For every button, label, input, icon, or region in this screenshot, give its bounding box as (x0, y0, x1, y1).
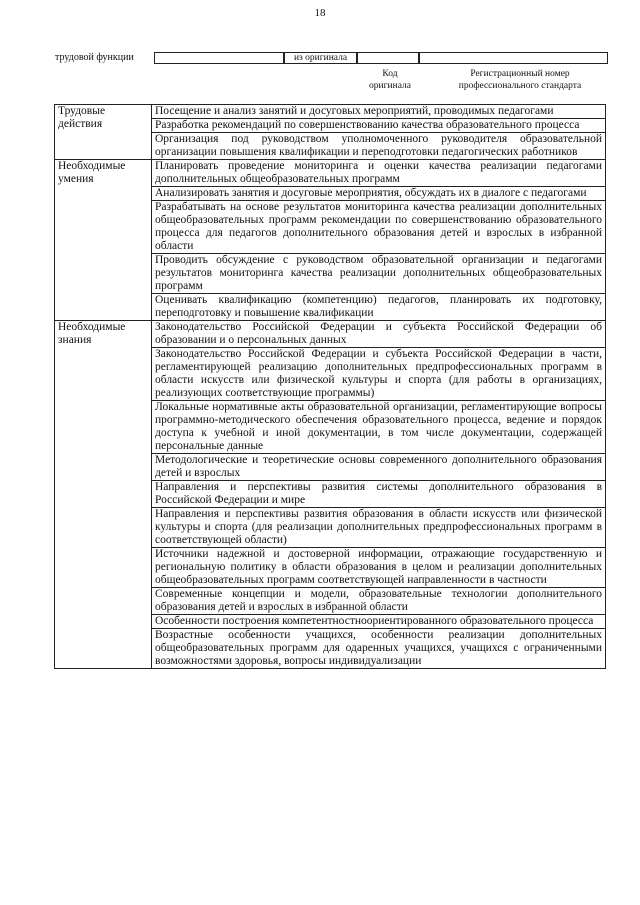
section-item: Особенности построения компетентностноориентированного образовательного процесса (152, 615, 606, 629)
section-item: Организация под руководством уполномоченного руководителя образовательной организации повышения квалификации и переподготовки педагогических работников (152, 133, 606, 160)
section-item: Планировать проведение мониторинга и оценки качества реализации педагогами дополнительных общеобразовательных программ (152, 160, 606, 187)
page-number: 18 (314, 7, 326, 19)
section-item: Законодательство Российской Федерации и субъекта Российской Федерации об образовании и о персональных данных (152, 321, 606, 348)
section-title: Необходимые знания (55, 321, 152, 669)
origin-box: из оригинала (284, 52, 357, 64)
section-item: Разработка рекомендаций по совершенствованию качества образовательного процесса (152, 119, 606, 133)
table-row (55, 160, 606, 187)
section-item: Анализировать занятия и досуговые мероприятия, обсуждать их в диалоге с педагогами (152, 187, 606, 201)
header-box-code (357, 52, 419, 64)
section-item: Проводить обсуждение с руководством образовательной организации и педагогами результатов мониторинга качества реализации дополнительных общеобразовательных программ (152, 254, 606, 294)
code-label: Код оригинала (369, 69, 411, 91)
section-title: Необходимые умения (55, 160, 152, 321)
section-item: Направления и перспективы развития системы дополнительного образования в Российской Федерации и мире (152, 481, 606, 508)
table-row (55, 105, 606, 119)
section-item: Локальные нормативные акты образовательной организации, регламентирующие вопросы программно-методического обеспечения образовательного процесса, ведение и порядок доступа к учебной и иной документации, в том числе документации, содержащей персональные данные (152, 401, 606, 454)
section-item: Законодательство Российской Федерации и субъекта Российской Федерации в части, регламентирующей реализацию дополнительных предпрофессиональных программ в области искусств или физической культуры и спорта (для работы в организациях, реализующих соответствующие программы) (152, 348, 606, 401)
function-label: трудовой функции (55, 52, 134, 63)
header-box-empty-1 (154, 52, 284, 64)
header-box-reg-number (419, 52, 608, 64)
section-item: Оценивать квалификацию (компетенцию) педагогов, планировать их подготовку, переподготовку и повышение квалификации (152, 294, 606, 321)
function-table (54, 104, 606, 669)
section-item: Направления и перспективы развития образования в области искусств или физической культуры и спорта (для реализации дополнительных предпрофессиональных программ в соответствующей области) (152, 508, 606, 548)
section-item: Методологические и теоретические основы современного дополнительного образования детей и взрослых (152, 454, 606, 481)
section-item: Источники надежной и достоверной информации, отражающие государственную и региональную политику в области образования в целом и реализации дополнительных общеобразовательных программ соответствующей направленности в частности (152, 548, 606, 588)
section-title: Трудовые действия (55, 105, 152, 160)
table-row (55, 321, 606, 348)
section-item: Посещение и анализ занятий и досуговых мероприятий, проводимых педагогами (152, 105, 606, 119)
reg-number-label: Регистрационный номер профессионального стандарта (458, 69, 582, 91)
section-item: Современные концепции и модели, образовательные технологии дополнительного образования детей и взрослых в избранной области (152, 588, 606, 615)
section-item: Разрабатывать на основе результатов мониторинга качества реализации дополнительных общеобразовательных программ рекомендации по совершенствованию образовательного процесса для педагогов дополнительного образования детей и взрослых в избранной области (152, 201, 606, 254)
section-item: Возрастные особенности учащихся, особенности реализации дополнительных общеобразовательных программ для одаренных учащихся, учащихся с ограниченными возможностями здоровья, вопросы индивидуализации (152, 629, 606, 669)
